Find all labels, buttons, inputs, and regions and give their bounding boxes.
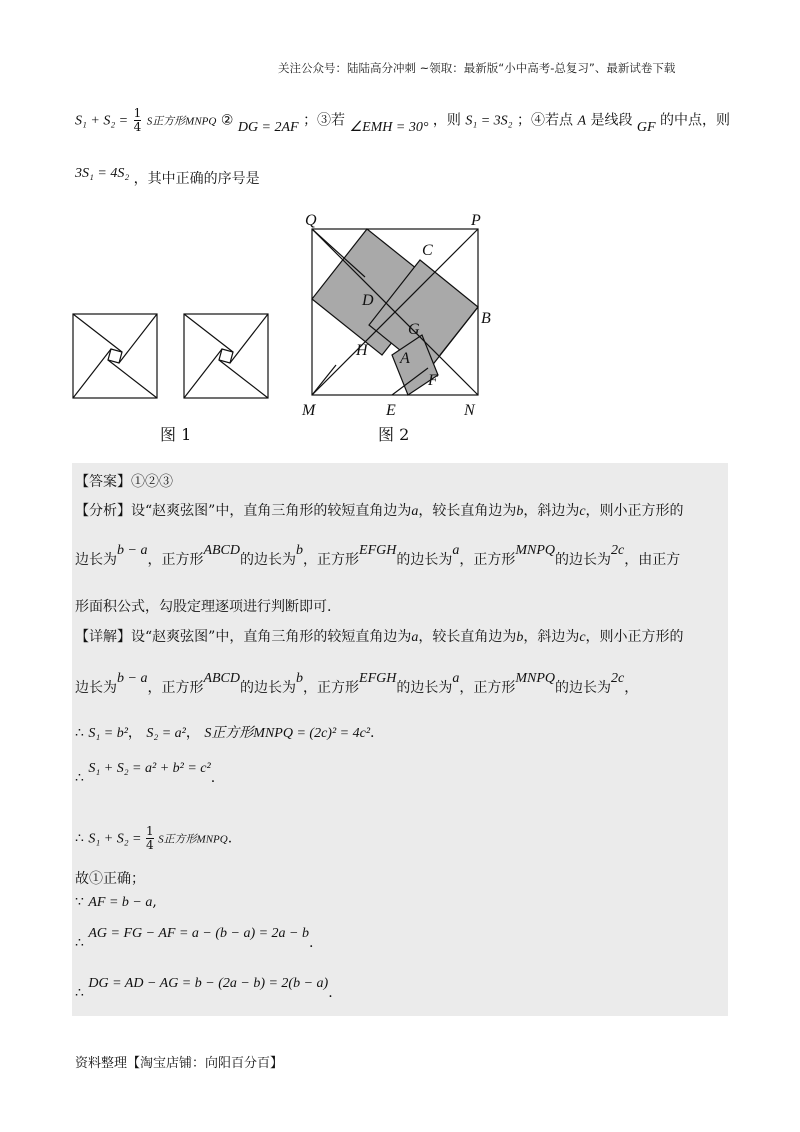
label-q: Q	[305, 212, 317, 229]
page-header: 关注公众号：陆陆高分冲刺 ~领取：最新版“小中高考-总复习”、最新试卷下载	[278, 61, 676, 75]
fraction-quarter-2: $\frac{1}{4}$	[145, 824, 154, 852]
item-2-mark: ②	[220, 112, 234, 129]
label-b: B	[481, 310, 491, 327]
detail-eq-5: ∴ AG = FG − AF = a − (b − a) = 2a − b.	[75, 926, 314, 951]
s1-plus-s2: S₁ + S₂ =	[75, 113, 129, 129]
figure-2-caption: 图 2	[378, 425, 410, 444]
label-e: E	[386, 402, 396, 419]
label-n: N	[464, 402, 475, 419]
label-h: H	[356, 342, 368, 359]
figures-area	[60, 205, 500, 455]
figures-svg	[60, 205, 500, 455]
figure-1-right	[184, 314, 268, 398]
s-square-mnpq: S正方形MNPQ	[146, 115, 217, 128]
figure-1-left	[73, 314, 157, 398]
detail-eq-4: ∵ AF = b − a,	[75, 894, 157, 910]
label-f: F	[428, 372, 438, 389]
end-text: 的中点，则	[660, 112, 731, 129]
segment-gf: GF	[636, 119, 656, 135]
page-footer: 资料整理【淘宝店铺：向阳百分百】	[75, 1056, 284, 1071]
analysis-line-1: 【分析】设“赵爽弦图”中，直角三角形的较短直角边为a，较长直角边为b，斜边为c，则小正方形的	[75, 503, 684, 519]
separator-1: ；③若	[303, 112, 346, 129]
question-prompt: ，其中正确的序号是	[133, 171, 260, 187]
segment-text: 是线段	[590, 112, 633, 129]
analysis-line-2: 边长为b − a，正方形ABCD的边长为b，正方形EFGH的边长为a，正方形MNPQ的边长为2c，由正方	[75, 543, 681, 568]
detail-eq-6: ∴ DG = AD − AG = b − (2a − b) = 2(b − a).	[75, 976, 333, 1001]
item-2-formula: DG = 2AF	[237, 119, 299, 135]
detail-eq-1: ∴ S₁ = b²， S₂ = a²， S正方形MNPQ = (2c)² = 4c².	[75, 725, 375, 741]
separator-3: ；④若点	[516, 112, 573, 129]
separator-2: ，则	[432, 112, 461, 129]
detail-eq-2: ∴ S₁ + S₂ = a² + b² = c².	[75, 761, 216, 786]
label-a: A	[400, 350, 410, 367]
label-p: P	[471, 212, 481, 229]
question-line-2	[75, 162, 260, 187]
detail-eq-3: ∴ S₁ + S₂ = $\frac{1}{4}$ S正方形MNPQ.	[75, 824, 233, 852]
label-d: D	[362, 292, 374, 309]
label-g: G	[408, 321, 420, 338]
detail-line-2: 边长为b − a，正方形ABCD的边长为b，正方形EFGH的边长为a，正方形MNPQ的边长为2c，	[75, 671, 639, 696]
point-a: A	[577, 113, 586, 129]
conclusion-1: 故①正确；	[75, 871, 145, 887]
item-4-formula: 3S₁ = 4S₂	[75, 166, 130, 181]
question-line-1	[75, 107, 730, 134]
label-c: C	[422, 242, 433, 259]
item-3-condition: ∠EMH = 30°	[349, 119, 429, 135]
analysis-line-3: 形面积公式，勾股定理逐项进行判断即可.	[75, 599, 332, 615]
detail-line-1: 【详解】设“赵爽弦图”中，直角三角形的较短直角边为a，较长直角边为b，斜边为c，则小正方形的	[75, 629, 684, 645]
answer-label: 【答案】①②③	[75, 474, 173, 490]
figure-1-caption: 图 1	[160, 425, 192, 444]
fraction-quarter: $\frac{1}{4}$	[133, 106, 142, 134]
item-3-formula: S₁ = 3S₂	[465, 113, 513, 129]
label-m: M	[302, 402, 316, 419]
figure-2	[312, 229, 478, 395]
